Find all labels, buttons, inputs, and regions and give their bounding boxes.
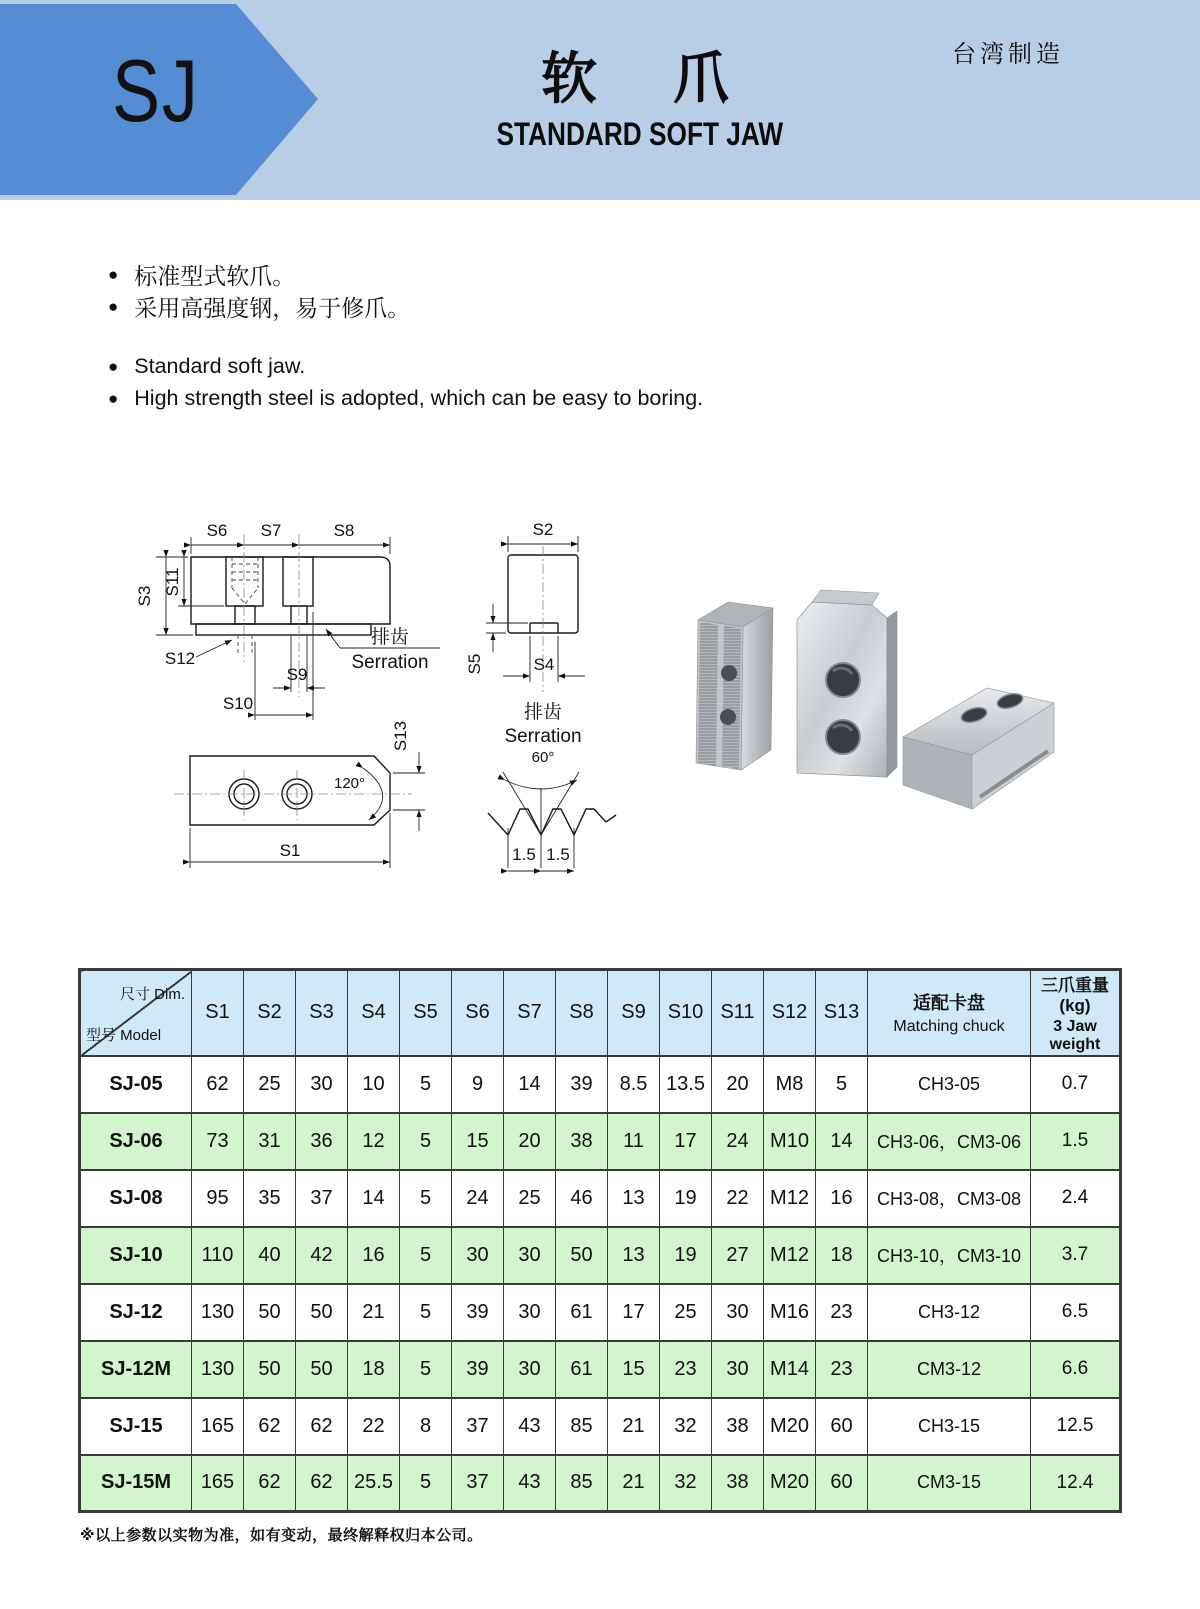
value-cell: M16: [764, 1284, 816, 1341]
model-cell: SJ-12M: [80, 1341, 192, 1398]
value-cell: 61: [556, 1341, 608, 1398]
value-cell: 38: [556, 1113, 608, 1170]
bullet-text: High strength steel is adopted, which can be easy to boring.: [134, 386, 704, 410]
model-cell: SJ-15M: [80, 1455, 192, 1512]
value-cell: M8: [764, 1056, 816, 1113]
value-cell: 5: [816, 1056, 868, 1113]
value-cell: 110: [192, 1227, 244, 1284]
bullet-zh-2: [108, 290, 410, 323]
value-cell: 5: [400, 1341, 452, 1398]
serration-angle-label: 60°: [531, 749, 555, 766]
weight-cell: 12.4: [1031, 1455, 1121, 1512]
model-cell: SJ-08: [80, 1170, 192, 1227]
value-cell: 10: [348, 1056, 400, 1113]
spec-table: [78, 968, 1122, 1513]
bullet-icon: ●: [108, 265, 119, 284]
value-cell: 37: [452, 1455, 504, 1512]
value-cell: 12: [348, 1113, 400, 1170]
col-header-s11: S11: [712, 970, 764, 1056]
serration-label-en: Serration: [351, 652, 429, 673]
spec-table-head: [80, 970, 1121, 1056]
value-cell: 14: [816, 1113, 868, 1170]
value-cell: 43: [504, 1455, 556, 1512]
value-cell: 5: [400, 1455, 452, 1512]
model-cell: SJ-06: [80, 1113, 192, 1170]
value-cell: 19: [660, 1170, 712, 1227]
dim-label-s7: S7: [260, 521, 282, 540]
value-cell: 5: [400, 1227, 452, 1284]
value-cell: 30: [296, 1056, 348, 1113]
col-header-matching-chuck: [868, 970, 1031, 1056]
value-cell: 37: [296, 1170, 348, 1227]
product-photo: [640, 545, 1110, 855]
bullet-icon: ●: [108, 357, 119, 376]
value-cell: 21: [348, 1284, 400, 1341]
table-row-sj-15m: [80, 1455, 1121, 1512]
dim-label-s4: S4: [533, 655, 555, 674]
model-cell: SJ-12: [80, 1284, 192, 1341]
chuck-cell: CH3-15: [868, 1398, 1031, 1455]
value-cell: 46: [556, 1170, 608, 1227]
serration-label-zh: 排齿: [370, 627, 410, 648]
value-cell: 14: [504, 1056, 556, 1113]
value-cell: 16: [348, 1227, 400, 1284]
value-cell: M12: [764, 1227, 816, 1284]
chuck-cell: CH3-08，CM3-08: [868, 1170, 1031, 1227]
value-cell: 22: [348, 1398, 400, 1455]
value-cell: 14: [348, 1170, 400, 1227]
table-row-sj-10: [80, 1227, 1121, 1284]
dim-label-s2: S2: [532, 520, 554, 539]
dim-label-s11: S11: [163, 567, 182, 597]
value-cell: M20: [764, 1398, 816, 1455]
bullet-text: 标准型式软爪。: [134, 263, 296, 289]
jaw-right: [903, 688, 1054, 809]
value-cell: 8.5: [608, 1056, 660, 1113]
value-cell: 50: [556, 1227, 608, 1284]
value-cell: 40: [244, 1227, 296, 1284]
value-cell: 5: [400, 1113, 452, 1170]
value-cell: 38: [712, 1455, 764, 1512]
table-row-sj-12m: [80, 1341, 1121, 1398]
bullet-text: 采用高强度钢，易于修爪。: [134, 295, 411, 321]
model-cell: SJ-10: [80, 1227, 192, 1284]
header-row: [80, 970, 1121, 1056]
value-cell: 18: [816, 1227, 868, 1284]
value-cell: 19: [660, 1227, 712, 1284]
dim-label-s9: S9: [286, 665, 308, 684]
value-cell: 11: [608, 1113, 660, 1170]
value-cell: 25: [660, 1284, 712, 1341]
value-cell: 21: [608, 1398, 660, 1455]
value-cell: 5: [400, 1284, 452, 1341]
dim-label-s12: S12: [164, 649, 196, 668]
col-header-s12: S12: [764, 970, 816, 1056]
model-cell: SJ-15: [80, 1398, 192, 1455]
value-cell: 30: [504, 1341, 556, 1398]
table-row-sj-08: [80, 1170, 1121, 1227]
value-cell: 36: [296, 1113, 348, 1170]
made-in-label: 台湾制造: [952, 41, 1064, 68]
angle-label-120: 120°: [334, 775, 366, 792]
serration-title-en: Serration: [504, 726, 582, 747]
value-cell: 17: [660, 1113, 712, 1170]
value-cell: 30: [504, 1284, 556, 1341]
value-cell: 165: [192, 1455, 244, 1512]
pitch-label-left: 1.5: [512, 845, 536, 864]
value-cell: 43: [504, 1398, 556, 1455]
weight-cell: 1.5: [1031, 1113, 1121, 1170]
chuck-cell: CM3-12: [868, 1341, 1031, 1398]
value-cell: 25: [504, 1170, 556, 1227]
value-cell: 18: [348, 1341, 400, 1398]
value-cell: M20: [764, 1455, 816, 1512]
value-cell: 13: [608, 1227, 660, 1284]
page-title-zh: 软 爪: [541, 47, 739, 110]
weight-cell: 3.7: [1031, 1227, 1121, 1284]
value-cell: 61: [556, 1284, 608, 1341]
header-banner: [0, 0, 1200, 200]
weight-cell: 0.7: [1031, 1056, 1121, 1113]
col-header-jaw-weight: [1031, 970, 1121, 1056]
col-header-s4: S4: [348, 970, 400, 1056]
value-cell: 16: [816, 1170, 868, 1227]
bullet-text: Standard soft jaw.: [134, 354, 306, 378]
value-cell: 31: [244, 1113, 296, 1170]
table-row-sj-05: [80, 1056, 1121, 1113]
chuck-header-en: Matching chuck: [893, 1018, 1005, 1036]
value-cell: 9: [452, 1056, 504, 1113]
weight-header-zh: 三爪重量(kg): [1041, 976, 1109, 1016]
model-cell: SJ-05: [80, 1056, 192, 1113]
value-cell: 38: [712, 1398, 764, 1455]
value-cell: 24: [452, 1170, 504, 1227]
value-cell: 13.5: [660, 1056, 712, 1113]
dim-model-header-cell: [80, 970, 192, 1056]
value-cell: 130: [192, 1284, 244, 1341]
chuck-header-zh: 适配卡盘: [913, 993, 985, 1014]
value-cell: 42: [296, 1227, 348, 1284]
value-cell: 20: [712, 1056, 764, 1113]
jaw-left: [696, 602, 773, 770]
value-cell: 39: [452, 1341, 504, 1398]
value-cell: 15: [608, 1341, 660, 1398]
value-cell: 60: [816, 1398, 868, 1455]
series-code: SJ: [112, 41, 200, 140]
value-cell: 22: [712, 1170, 764, 1227]
value-cell: 32: [660, 1398, 712, 1455]
bullet-zh-1: [108, 258, 295, 291]
dim-label-s10: S10: [222, 694, 254, 713]
value-cell: M10: [764, 1113, 816, 1170]
chuck-cell: CH3-06，CM3-06: [868, 1113, 1031, 1170]
col-header-s8: S8: [556, 970, 608, 1056]
value-cell: 62: [296, 1455, 348, 1512]
value-cell: 25: [244, 1056, 296, 1113]
value-cell: 32: [660, 1455, 712, 1512]
col-header-s3: S3: [296, 970, 348, 1056]
page-title-en: STANDARD SOFT JAW: [496, 115, 784, 152]
weight-cell: 12.5: [1031, 1398, 1121, 1455]
value-cell: 5: [400, 1170, 452, 1227]
value-cell: 62: [296, 1398, 348, 1455]
value-cell: 13: [608, 1170, 660, 1227]
value-cell: 30: [712, 1341, 764, 1398]
value-cell: 62: [192, 1056, 244, 1113]
bullet-en-2: [108, 386, 703, 411]
col-header-s5: S5: [400, 970, 452, 1056]
value-cell: 85: [556, 1398, 608, 1455]
value-cell: 39: [556, 1056, 608, 1113]
col-header-s2: S2: [244, 970, 296, 1056]
dim-label-s3: S3: [135, 585, 154, 607]
col-header-s13: S13: [816, 970, 868, 1056]
jaw-middle: [797, 590, 897, 777]
chuck-cell: CH3-12: [868, 1284, 1031, 1341]
footnote: ※以上参数以实物为准，如有变动，最终解释权归本公司。: [80, 1527, 483, 1544]
value-cell: 130: [192, 1341, 244, 1398]
value-cell: M12: [764, 1170, 816, 1227]
value-cell: 73: [192, 1113, 244, 1170]
chuck-cell: CM3-15: [868, 1455, 1031, 1512]
value-cell: 62: [244, 1455, 296, 1512]
chuck-cell: CH3-05: [868, 1056, 1031, 1113]
bullet-en-1: [108, 354, 305, 379]
serration-title-zh: 排齿: [523, 702, 563, 723]
table-row-sj-06: [80, 1113, 1121, 1170]
value-cell: 30: [452, 1227, 504, 1284]
value-cell: M14: [764, 1341, 816, 1398]
value-cell: 35: [244, 1170, 296, 1227]
value-cell: 27: [712, 1227, 764, 1284]
value-cell: 39: [452, 1284, 504, 1341]
table-row-sj-12: [80, 1284, 1121, 1341]
col-header-s7: S7: [504, 970, 556, 1056]
value-cell: 50: [296, 1341, 348, 1398]
dim-label-s13: S13: [391, 720, 410, 752]
weight-cell: 2.4: [1031, 1170, 1121, 1227]
value-cell: 24: [712, 1113, 764, 1170]
value-cell: 62: [244, 1398, 296, 1455]
value-cell: 50: [244, 1341, 296, 1398]
pitch-label-right: 1.5: [546, 845, 570, 864]
dim-label-s5: S5: [465, 653, 484, 675]
value-cell: 30: [712, 1284, 764, 1341]
value-cell: 95: [192, 1170, 244, 1227]
col-header-s10: S10: [660, 970, 712, 1056]
dim-header-label: 尺寸 Dim.: [120, 986, 185, 1003]
model-header-label: 型号 Model: [86, 1026, 162, 1044]
weight-header-en: 3 Jaw weight: [1049, 1018, 1101, 1054]
value-cell: 23: [660, 1341, 712, 1398]
weight-cell: 6.5: [1031, 1284, 1121, 1341]
value-cell: 50: [296, 1284, 348, 1341]
spec-table-body: [80, 1056, 1121, 1512]
value-cell: 23: [816, 1341, 868, 1398]
value-cell: 30: [504, 1227, 556, 1284]
value-cell: 50: [244, 1284, 296, 1341]
dim-label-s8: S8: [333, 521, 355, 540]
value-cell: 15: [452, 1113, 504, 1170]
value-cell: 165: [192, 1398, 244, 1455]
dim-label-s1: S1: [279, 841, 301, 860]
side-view-drawing: [88, 492, 488, 742]
value-cell: 23: [816, 1284, 868, 1341]
table-row-sj-15: [80, 1398, 1121, 1455]
value-cell: 85: [556, 1455, 608, 1512]
value-cell: 21: [608, 1455, 660, 1512]
bullet-icon: ●: [108, 389, 119, 408]
value-cell: 60: [816, 1455, 868, 1512]
col-header-s1: S1: [192, 970, 244, 1056]
dim-label-s6: S6: [206, 521, 228, 540]
weight-cell: 6.6: [1031, 1341, 1121, 1398]
value-cell: 17: [608, 1284, 660, 1341]
col-header-s6: S6: [452, 970, 504, 1056]
chuck-cell: CH3-10，CM3-10: [868, 1227, 1031, 1284]
value-cell: 37: [452, 1398, 504, 1455]
value-cell: 8: [400, 1398, 452, 1455]
top-view-drawing: [112, 708, 492, 878]
value-cell: 25.5: [348, 1455, 400, 1512]
value-cell: 20: [504, 1113, 556, 1170]
value-cell: 5: [400, 1056, 452, 1113]
col-header-s9: S9: [608, 970, 660, 1056]
bullet-icon: ●: [108, 297, 119, 316]
